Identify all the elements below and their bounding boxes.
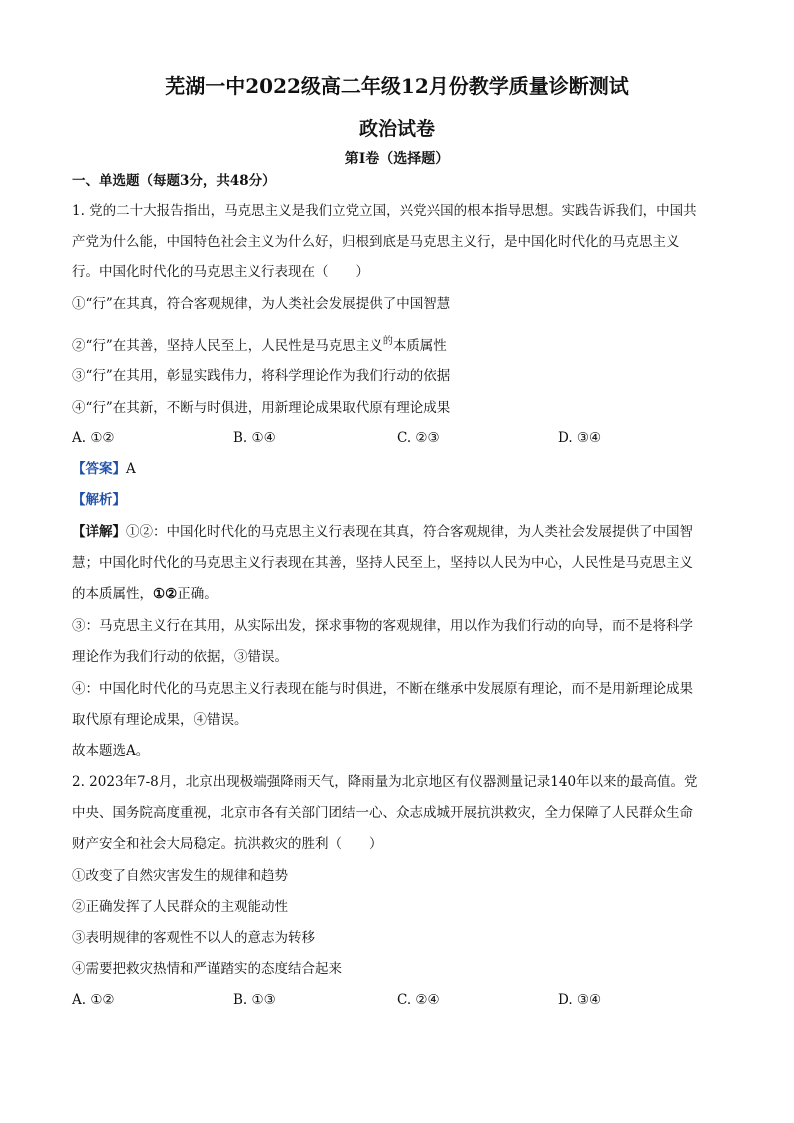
q2-stem-line-3: 财产安全和社会大局稳定。抗洪救灾的胜利（ ） bbox=[72, 836, 383, 852]
q2-option-a: A. ①② bbox=[72, 992, 115, 1008]
q1-answer bbox=[72, 459, 732, 479]
q1-stem-line-3: 行。中国化时代化的马克思主义行表现在（ ） bbox=[72, 264, 369, 280]
q1-item-2-text-a: ②“行”在其善，坚持人民至上，人民性是马克思主义 bbox=[72, 338, 383, 354]
q1-option-d: D. ③④ bbox=[558, 430, 602, 446]
section-heading: 一、单选题（每题3分，共48分） bbox=[72, 173, 276, 189]
q2-stem-line-2: 中央、国务院高度重视，北京市各有关部门团结一心、众志成城开展抗洪救灾，全力保障了人民群众生命 bbox=[72, 805, 693, 821]
q1-item-3: ③“行”在其用，彰显实践伟力，将科学理论作为我们行动的依据 bbox=[72, 368, 451, 384]
q1-option-c: C. ②③ bbox=[397, 430, 440, 446]
q2-option-b: B. ①③ bbox=[233, 992, 276, 1008]
answer-tag: 【答案】 bbox=[72, 461, 126, 477]
exam-subject: 政治试卷 bbox=[358, 118, 435, 140]
exam-title: 芜湖一中2022级高二年级12月份教学质量诊断测试 bbox=[165, 74, 629, 98]
q1-analysis bbox=[72, 490, 732, 510]
q1-item-2-text-b: 本质属性 bbox=[392, 338, 447, 354]
q1-detail-line-6: ④：中国化时代化的马克思主义行表现在能与时俱进，不断在继承中发展原有理论，而不是用新理论成果 bbox=[72, 681, 693, 697]
answer-value: A bbox=[126, 461, 136, 477]
analysis-tag: 【解析】 bbox=[72, 492, 126, 508]
detail-text-3b: ①② bbox=[153, 586, 178, 602]
q2-item-1: ①改变了自然灾害发生的规律和趋势 bbox=[72, 868, 288, 884]
detail-text-3a: 的本质属性， bbox=[72, 586, 153, 602]
q1-detail-line-5: 理论作为我们行动的依据，③错误。 bbox=[72, 649, 288, 665]
q1-detail-line-4: ③：马克思主义行在其用，从实际出发，探求事物的客观规律，用以作为我们行动的向导，而不是将科学 bbox=[72, 618, 693, 634]
q2-option-d: D. ③④ bbox=[558, 992, 602, 1008]
detail-tag: 【详解】 bbox=[72, 524, 126, 540]
exam-volume: 第Ⅰ卷（选择题） bbox=[344, 151, 450, 167]
q2-item-3: ③表明规律的客观性不以人的意志为转移 bbox=[72, 930, 315, 946]
q1-detail-line-2: 慧；中国化时代化的马克思主义行表现在其善，坚持人民至上，坚持以人民为中心，人民性是马克思主义 bbox=[72, 555, 693, 571]
q2-option-c: C. ②④ bbox=[397, 992, 440, 1008]
q1-item-2-superscript: 的 bbox=[382, 336, 393, 347]
q1-conclusion: 故本题选A。 bbox=[72, 743, 150, 759]
detail-text-1: ①②：中国化时代化的马克思主义行表现在其真，符合客观规律，为人类社会发展提供了中国智 bbox=[126, 524, 693, 540]
q1-detail-line-7: 取代原有理论成果，④错误。 bbox=[72, 712, 248, 728]
q2-stem-line-1: 2. 2023年7-8月，北京出现极端强降雨天气，降雨量为北京地区有仪器测量记录140年以来的最高值。党 bbox=[72, 774, 698, 790]
q1-stem-line-1: 1. 党的二十大报告指出，马克思主义是我们立党立国，兴党兴国的根本指导思想。实践告诉我们，中国共 bbox=[72, 203, 697, 219]
q2-item-2: ②正确发挥了人民群众的主观能动性 bbox=[72, 899, 288, 915]
q1-item-4: ④“行”在其新，不断与时俱进，用新理论成果取代原有理论成果 bbox=[72, 400, 451, 416]
q1-detail-line-3 bbox=[72, 584, 732, 604]
q1-item-2 bbox=[72, 332, 732, 356]
q1-item-1: ①“行”在其真，符合客观规律，为人类社会发展提供了中国智慧 bbox=[72, 296, 451, 312]
q1-stem-line-2: 产党为什么能，中国特色社会主义为什么好，归根到底是马克思主义行，是中国化时代化的马克思主义 bbox=[72, 234, 680, 250]
q1-detail-line-1 bbox=[72, 522, 732, 542]
q1-option-a: A. ①② bbox=[72, 430, 115, 446]
q1-option-b: B. ①④ bbox=[233, 430, 276, 446]
detail-text-3c: 正确。 bbox=[177, 586, 218, 602]
q2-item-4: ④需要把救灾热情和严谨踏实的态度结合起来 bbox=[72, 961, 342, 977]
